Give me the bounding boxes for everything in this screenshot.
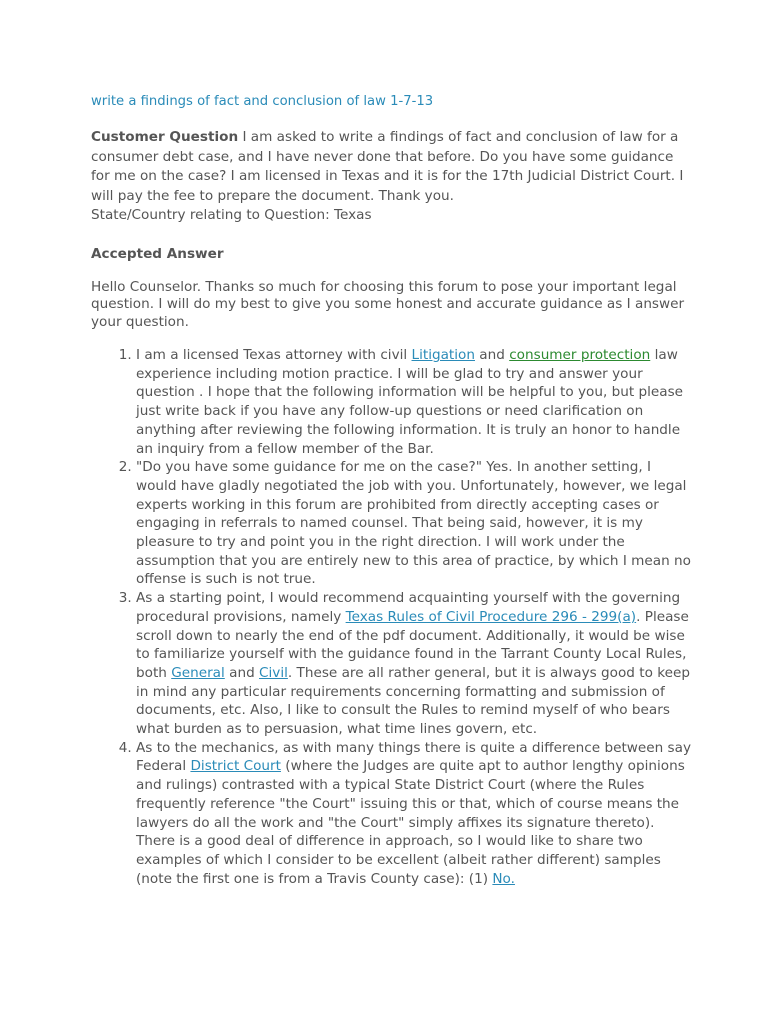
item-text: I am a licensed Texas attorney with civil [136,347,412,363]
state-country: State/Country relating to Question: Texas [91,207,372,223]
list-item [136,589,691,739]
civil-rules-link[interactable]: Civil [259,664,288,681]
item-text: . These are all rather general, but it is always good to keep in mind any particular requirements concerning formatting and submission of documents, etc. Also, I like to consult the Rules to remind myself of who bears what burden as to persuasion, what time lines govern, etc. [136,664,690,738]
customer-question-label: Customer Question [91,129,239,145]
customer-question [91,128,691,226]
page-title: write a findings of fact and conclusion of law 1-7-13 [91,94,434,109]
item-text: . Please scroll down to nearly the end of the pdf document. Additionally, it would be wise to familiarize yourself with the guidance found in the Tarrant County Local Rules, both [136,608,689,681]
item-text: "Do you have some guidance for me on the case?" Yes. In another setting, I would have gladly negotiated the job with you. Unfortunately, however, we legal experts working in this forum are prohibited from directly accepting cases or engaging in referrals to named counsel. That being said, however, it is my pleasure to try and point you in the right direction. I will work under the assumption that you are entirely new to this area of practice, by which I mean no offense is such is not true. [136,459,691,588]
list-item [136,458,691,589]
answer-intro: Hello Counselor. Thanks so much for choosing this forum to pose your important legal question. I will do my best to give you some honest and accurate guidance as I answer your question. [91,278,685,330]
item-text: and [474,347,510,363]
general-rules-link[interactable]: General [171,664,225,681]
litigation-link[interactable]: Litigation [411,347,475,363]
customer-question-text: I am asked to write a findings of fact and conclusion of law for a consumer debt case, and I have never done that before. Do you have some guidance for me on the case? I am licensed in Texas and it is for the 17th Judicial District Court. I will pay the fee to prepare the document. Thank you. [91,129,684,204]
consumer-protection-link[interactable]: consumer protection [509,347,651,363]
item-text: law experience including motion practice. I will be glad to try and answer your question . I hope that the following information will be helpful to you, but please just write back if you have any follow-up questions or need clarification on anything after reviewing the following information. It is truly an honor to handle an inquiry from a fellow member of the Bar. [136,347,684,457]
list-item [136,739,691,889]
list-item [136,346,691,458]
item-text: As a starting point, I would recommend acquainting yourself with the governing procedural provisions, namely [136,590,681,625]
document-page [91,92,691,888]
district-court-link[interactable]: District Court [190,758,281,775]
item-text: As to the mechanics, as with many things there is quite a difference between say Federal [136,739,692,775]
answer-list [91,346,691,888]
item-text: and [224,664,260,681]
accepted-answer-heading: Accepted Answer [91,245,224,262]
texas-rules-link[interactable]: Texas Rules of Civil Procedure 296 - 299(a) [345,608,637,625]
item-text: (where the Judges are quite apt to author lengthy opinions and rulings) contrasted with a typical State District Court (where the Rules frequently reference "the Court" issuing this or that, which of course means the lawyers do all the work and "the Court" simply affixes its signature thereto). There is a good deal of difference in approach, so I would like to share two examples of which I consider to be excellent (albeit rather different) samples (note the first one is from a Travis County case): (1) [136,758,685,887]
sample-no-link[interactable]: No. [492,870,515,887]
